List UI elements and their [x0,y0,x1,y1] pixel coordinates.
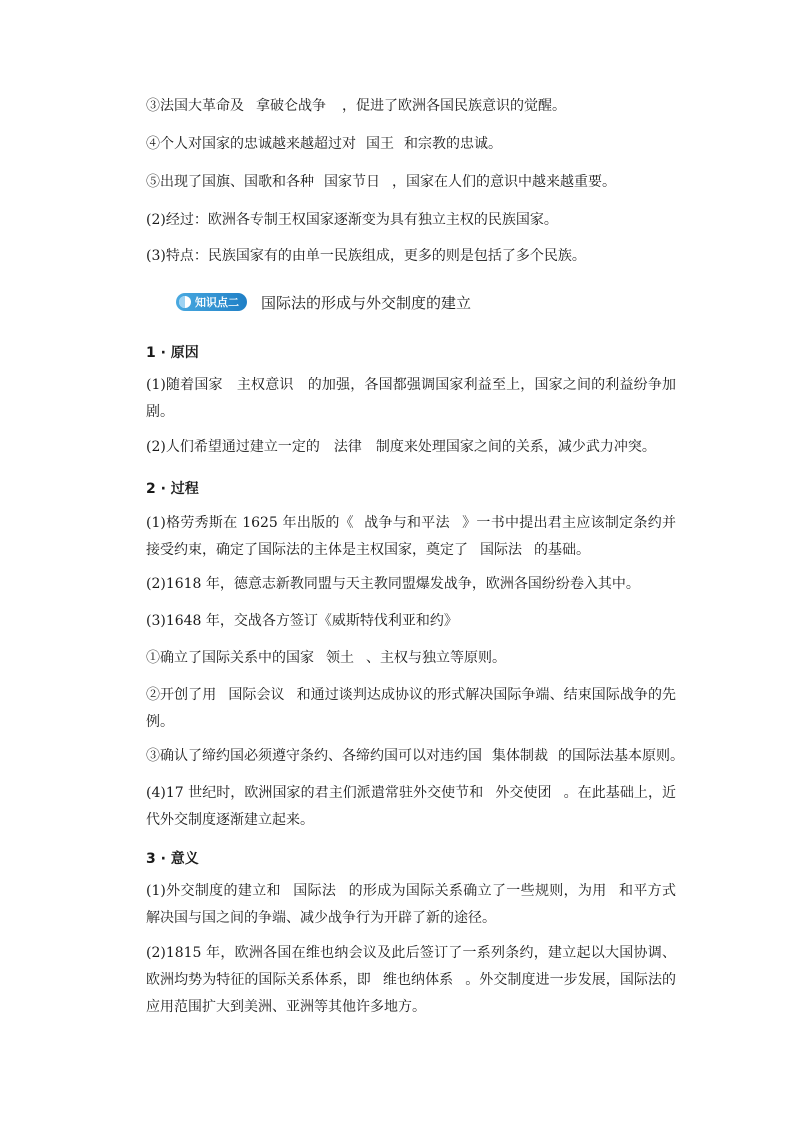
fill-blank: 主权意识 [236,377,294,393]
section-heading-process: 2 · 过程 [146,481,199,497]
paragraph-national-symbols: ⑤出现了国旗、国歌和各种 国家节日 ，国家在人们的意识中越来越重要。 [146,174,616,190]
paragraph-rules: (1)外交制度的建立和 国际法 的形成为国际关系确立了一些规则，为用 和平方式解决国与国之间的争端、减少战争行为开辟了新的途径。 [146,883,677,926]
fill-blank: 和平方式 [618,883,677,899]
section-heading-causes: 1 · 原因 [146,345,199,361]
fill-blank: 拿破仑战争 [256,98,326,114]
fill-blank: 战争与和平法 [363,515,450,531]
half-circle-icon [179,296,191,308]
paragraph-napoleon: ③法国大革命及 拿破仑战争 ，促进了欧洲各国民族意识的觉醒。 [146,98,566,114]
paragraph-features: (3)特点：民族国家有的由单一民族组成，更多的则是包括了多个民族。 [146,248,586,264]
fill-blank: 国际法 [292,883,337,899]
paragraph-law: (2)人们希望通过建立一定的 法律 制度来处理国家之间的关系，减少武力冲突。 [146,439,656,455]
fill-blank: 领土 [326,650,354,666]
paragraph-conference: ②开创了用 国际会议 和通过谈判达成协议的形式解决国际争端、结束国际战争的先例。 [146,687,677,730]
knowledge-point-header [176,292,471,312]
paragraph-diplomats: (4)17 世纪时，欧洲国家的君主们派遣常驻外交使节和 外交使团 。在此基础上，近代外交制度逐渐建立起来。 [146,785,677,828]
paragraph-loyalty: ④个人对国家的忠诚越来越超过对 国王 和宗教的忠诚。 [146,136,502,152]
paragraph-1648: (3)1648 年，交战各方签订《威斯特伐利亚和约》 [146,613,458,629]
paragraph-process: (2)经过：欧洲各专制王权国家逐渐变为具有独立主权的民族国家。 [146,212,558,228]
paragraph-1618: (2)1618 年，德意志新教同盟与天主教同盟爆发战争，欧洲各国纷纷卷入其中。 [146,576,640,592]
fill-blank: 维也纳体系 [382,972,454,988]
paragraph-sovereignty: (1)随着国家 主权意识 的加强，各国都强调国家利益至上，国家之间的利益纷争加剧。 [146,377,676,420]
fill-blank: 国家节日 [324,174,380,190]
fill-blank: 国际会议 [228,687,285,703]
paragraph-vienna: (2)1815 年，欧洲各国在维也纳会议及此后签订了一系列条约，建立起以大国协调、欧洲均势为特征的国际关系体系，即 维也纳体系 。外交制度进一步发展，国际法的应用范围扩大到美洲、亚洲等其他许多地方。 [146,945,677,1015]
fill-blank: 国王 [366,136,394,152]
fill-blank: 法律 [333,439,362,455]
knowledge-point-title: 国际法的形成与外交制度的建立 [261,293,472,312]
knowledge-point-badge: 知识点二 [176,293,247,311]
fill-blank: 外交使团 [495,785,552,801]
paragraph-sanctions: ③确认了缔约国必须遵守条约、各缔约国可以对违约国 集体制裁 的国际法基本原则。 [146,748,684,764]
fill-blank: 国际法 [480,542,522,558]
fill-blank: 集体制裁 [492,748,548,764]
section-heading-significance: 3 · 意义 [146,851,199,867]
paragraph-grotius: (1)格劳秀斯在 1625 年出版的《 战争与和平法 》一书中提出君主应该制定条约并接受约束，确定了国际法的主体是主权国家，奠定了 国际法 的基础。 [146,515,676,558]
paragraph-territory: ①确立了国际关系中的国家 领土 、主权与独立等原则。 [146,650,506,666]
